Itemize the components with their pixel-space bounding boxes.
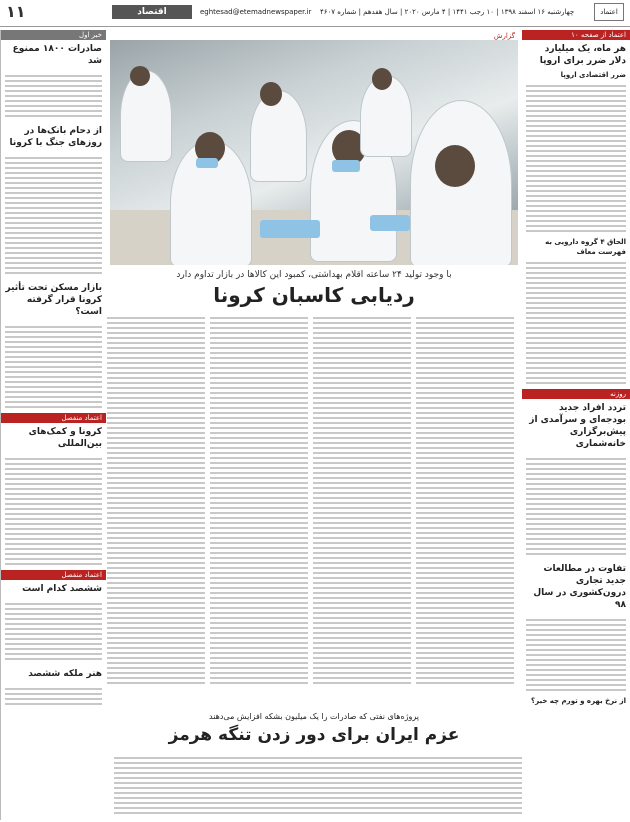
main-body [110, 312, 518, 705]
left-column [0, 30, 106, 820]
left-tag-3: اعتماد منفصل [1, 570, 106, 580]
left-title-2: از دحام بانک‌ها در روزهای جنگ با کرونا [9, 126, 102, 148]
right-tag-2: روزنه [522, 389, 630, 399]
section-label: گزارش [493, 32, 515, 40]
page-number: ۱۱ [6, 2, 26, 21]
main-body-col-3 [206, 312, 312, 709]
left-tag-2: اعتماد منفصل [1, 413, 106, 423]
secondary-body [110, 752, 526, 822]
left-body-3 [1, 321, 106, 413]
factory-photo [110, 40, 518, 265]
left-body-2 [1, 152, 106, 279]
secondary-headline: عزم ایران برای دور زدن تنگه هرمز [168, 725, 460, 745]
left-title-5: ششصد کدام است [22, 584, 102, 594]
right-subhead: ضرر اقتصادی اروپا [560, 71, 626, 79]
secondary-subhead: پروژه‌های نفتی که صادرات را یک میلیون بشکه افزایش می‌دهند [209, 712, 419, 721]
email[interactable]: eghtesad@etemadnewspaper.ir [200, 8, 312, 16]
right-subhead-3: از نرخ بهره و تورم چه خبر؟ [531, 697, 626, 705]
right-subhead-2: الحاق ۴ گروه دارویی به فهرست معاف [545, 238, 626, 256]
right-body-text-2 [522, 257, 630, 389]
right-title: هر ماه، یک میلیارد دلار ضرر برای اروپا [539, 44, 626, 66]
left-tag: خبر اول [1, 30, 106, 40]
right-tag: اعتماد از صفحه ۱۰ [522, 30, 630, 40]
right-body-text-3 [522, 453, 630, 560]
left-body-5 [1, 598, 106, 665]
left-title-6: هنر ملکه ششصد [28, 669, 102, 679]
photo-caption: با وجود تولید ۲۴ ساعته اقلام بهداشتی، کمبود این کالاها در بازار تداوم دارد [176, 270, 452, 280]
left-body-4 [1, 453, 106, 570]
logo: اعتماد [594, 3, 624, 21]
main-body-col-1 [412, 312, 518, 709]
left-title-1: صادرات ۱۸۰۰ ممنوع شد [12, 44, 102, 66]
right-column [522, 30, 630, 820]
section-badge: اقتصاد [112, 5, 192, 19]
page-header [0, 0, 630, 27]
left-title-4: کرونا و کمک‌های بین‌المللی [28, 427, 102, 449]
right-body-text [522, 80, 630, 237]
right-title-2: تردد افراد جدید بودجه‌ای و سرآمدی از پیش‌برگزاری خانه‌شماری [529, 403, 626, 449]
right-title-3: تفاوت در مطالعات جدید تجاری درون‌کشوری در سال ۹۸ [533, 564, 626, 610]
right-body-text-4 [522, 614, 630, 696]
left-body-1 [1, 70, 106, 122]
main-body-col-4 [103, 312, 209, 709]
main-headline: ردیابی کاسبان کرونا [213, 283, 415, 307]
left-title-3: بازار مسکن تحت تأثیر کرونا قرار گرفته است؟ [5, 283, 102, 317]
left-body-6 [1, 683, 106, 710]
main-body-col-2 [309, 312, 415, 709]
date-line: چهارشنبه ۱۶ اسفند ۱۳۹۸ | ۱۰ رجب ۱۴۴۱ | ۴ مارس ۲۰۲۰ | سال هفدهم | شماره ۴۶۰۷ [320, 8, 575, 16]
